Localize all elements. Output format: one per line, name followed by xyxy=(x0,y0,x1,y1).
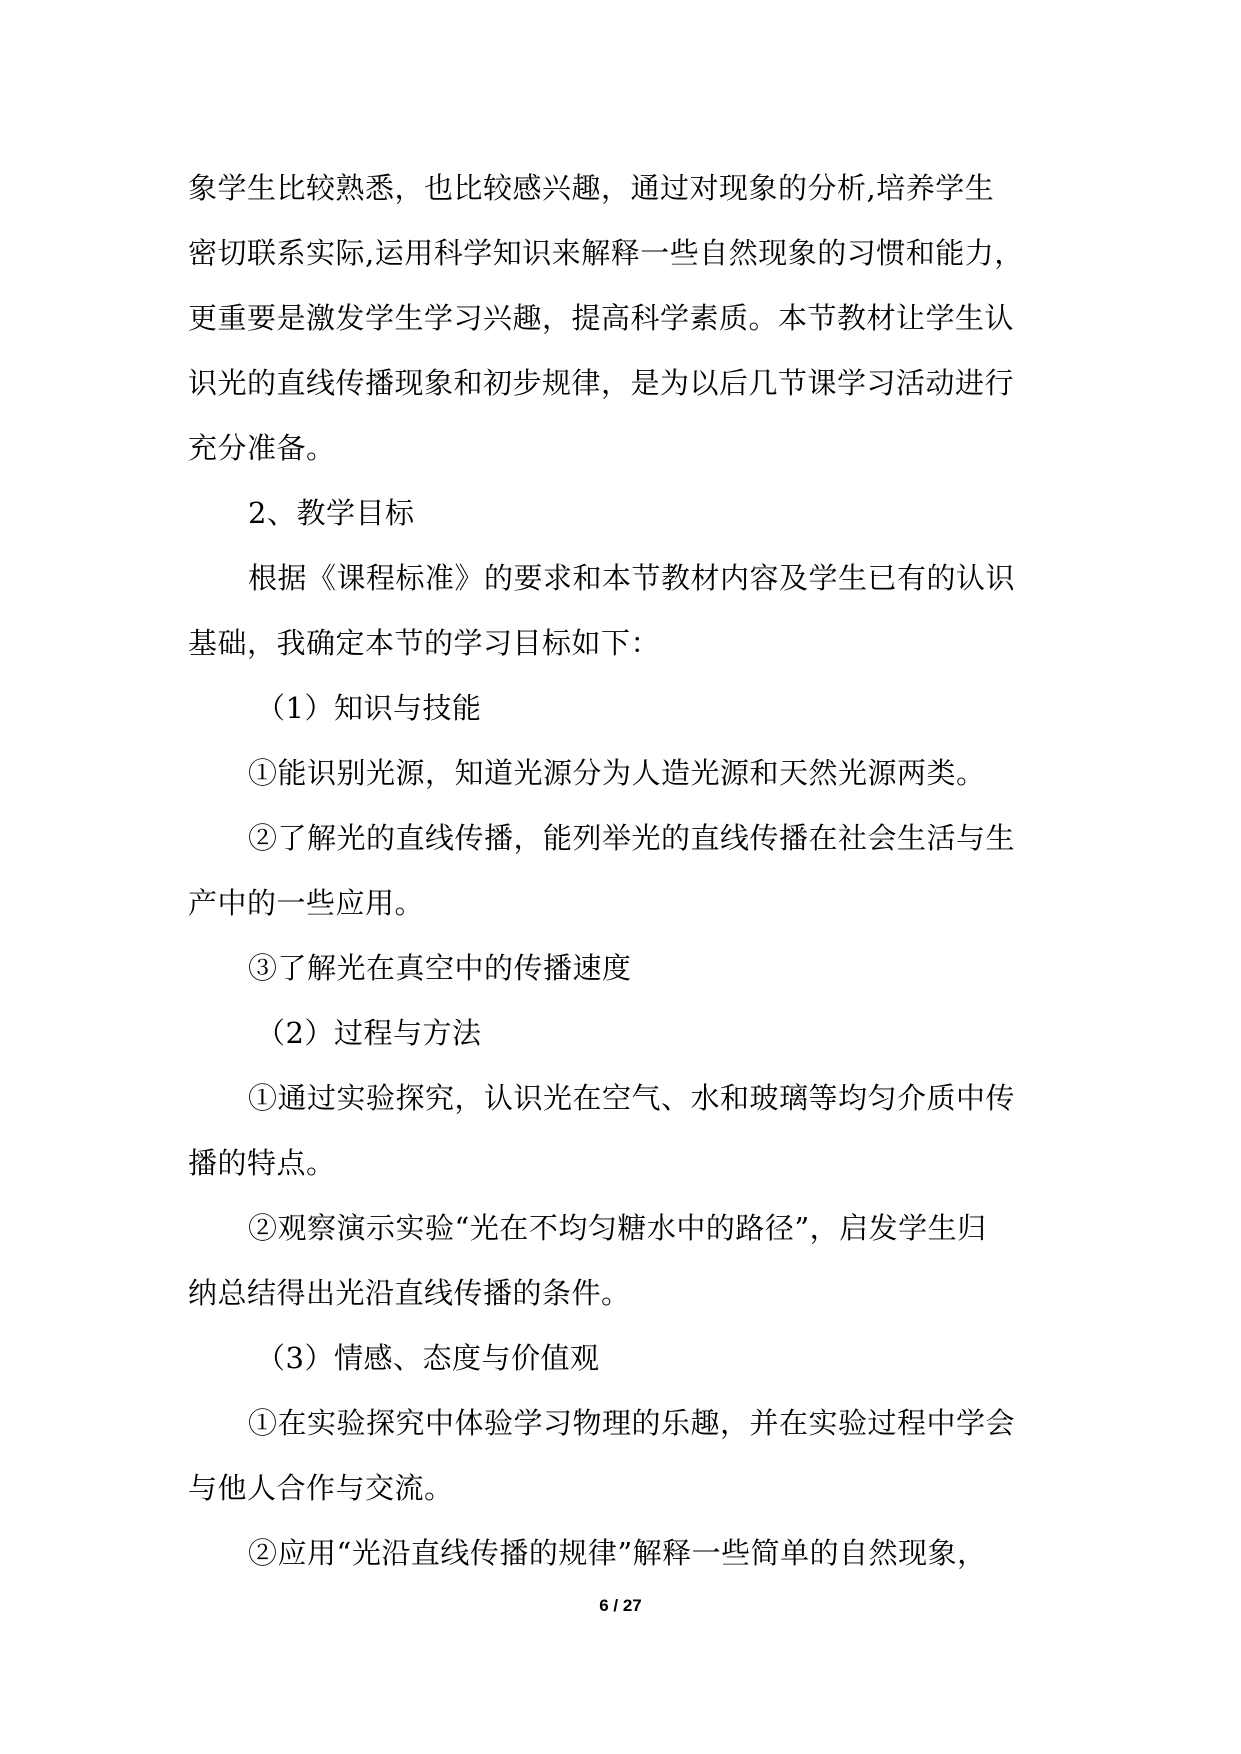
list-item: ③了解光在真空中的传播速度 xyxy=(248,951,632,985)
section-heading: 2、教学目标 xyxy=(248,496,415,530)
text-line: 纳总结得出光沿直线传播的条件。 xyxy=(188,1276,631,1310)
text-line: 更重要是激发学生学习兴趣，提高科学素质。本节教材让学生认 xyxy=(188,301,1015,335)
text-line: 播的特点。 xyxy=(188,1146,336,1180)
text-line: 根据《课程标准》的要求和本节教材内容及学生已有的认识 xyxy=(248,561,1016,595)
text-line: 基础，我确定本节的学习目标如下： xyxy=(188,626,661,660)
list-item: ①通过实验探究，认识光在空气、水和玻璃等均匀介质中传 xyxy=(248,1081,1016,1115)
text-line: 密切联系实际,运用科学知识来解释一些自然现象的习惯和能力， xyxy=(188,236,1024,270)
text-line: 与他人合作与交流。 xyxy=(188,1471,454,1505)
text-line: 象学生比较熟悉，也比较感兴趣，通过对现象的分析,培养学生 xyxy=(188,171,995,205)
text-line: 充分准备。 xyxy=(188,431,336,465)
list-item: ②观察演示实验“光在不均匀糖水中的路径”，启发学生归 xyxy=(248,1211,987,1245)
subsection-heading: （1）知识与技能 xyxy=(256,691,482,725)
page-number: 6 / 27 xyxy=(599,1596,642,1615)
list-item: ①能识别光源，知道光源分为人造光源和天然光源两类。 xyxy=(248,756,986,790)
subsection-heading: （3）情感、态度与价值观 xyxy=(256,1341,600,1375)
text-line: 识光的直线传播现象和初步规律，是为以后几节课学习活动进行 xyxy=(188,366,1015,400)
list-item: ②应用“光沿直线传播的规律”解释一些简单的自然现象， xyxy=(248,1536,987,1570)
body-text xyxy=(188,156,1058,1586)
list-item: ①在实验探究中体验学习物理的乐趣，并在实验过程中学会 xyxy=(248,1406,1016,1440)
subsection-heading: （2）过程与方法 xyxy=(256,1016,482,1050)
list-item: ②了解光的直线传播，能列举光的直线传播在社会生活与生 xyxy=(248,821,1016,855)
text-line: 产中的一些应用。 xyxy=(188,886,425,920)
